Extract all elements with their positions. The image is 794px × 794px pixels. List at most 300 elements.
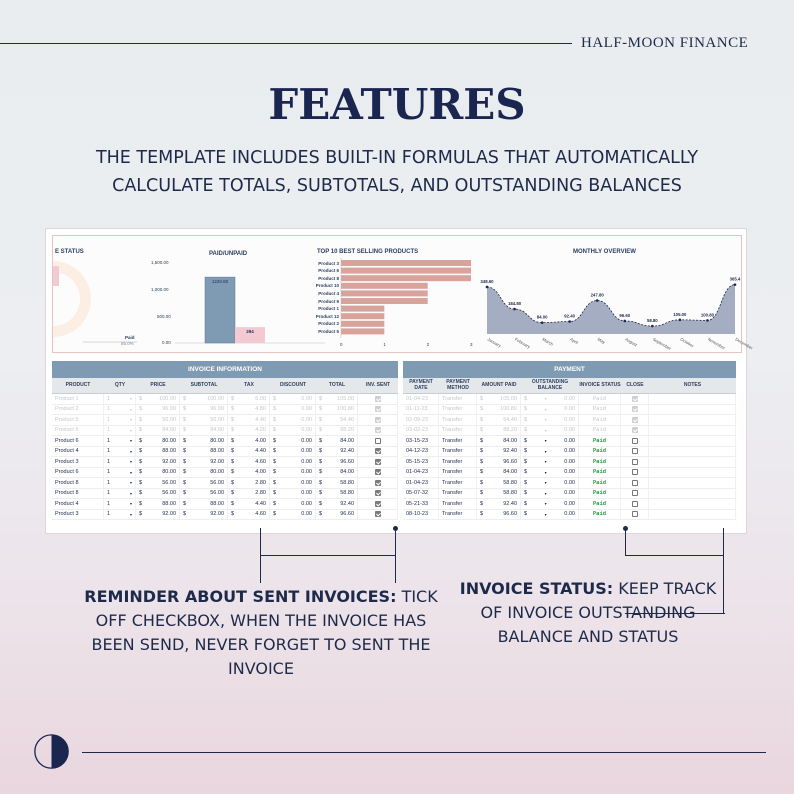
- amount-value: 0.00: [301, 500, 312, 507]
- amount-value: 88.00: [162, 448, 176, 455]
- payment-cell-balance: [521, 426, 579, 436]
- amount-value: 84.00: [210, 427, 224, 434]
- invoice-cell-discount: [270, 405, 316, 415]
- invoice-cell-qty: [104, 436, 136, 446]
- inv-sent-checkbox-icon[interactable]: [375, 511, 381, 517]
- currency-symbol: $: [480, 437, 484, 444]
- qty-dropdown-icon[interactable]: ▾: [129, 480, 132, 486]
- top10-product-label: Product 4: [318, 290, 339, 296]
- invoice-cell-product: Product 3: [52, 510, 104, 520]
- payment-cell-status: Paid: [579, 468, 621, 478]
- qty-value: 1: [107, 406, 111, 413]
- payment-cell-balance: [521, 415, 579, 425]
- payment-cell-notes: [649, 510, 736, 520]
- payment-row: [403, 457, 736, 468]
- payment-cell-method: Transfer: [439, 478, 477, 488]
- invoice-cell-total: [316, 447, 358, 457]
- payment-row: [403, 394, 736, 405]
- currency-symbol: $: [524, 511, 528, 518]
- invoice-cell-sent: [358, 468, 398, 478]
- invoice-cell-tax: [228, 457, 270, 467]
- payment-cell-date: 03-15-23: [403, 436, 439, 446]
- invoice-cell-sent: [358, 394, 398, 404]
- currency-symbol: $: [480, 511, 484, 518]
- qty-value: 1: [107, 469, 111, 476]
- monthly-value-label: 365.4: [729, 276, 741, 282]
- invoice-cell-sent: [358, 436, 398, 446]
- reminder-callout-title: REMINDER ABOUT SENT INVOICES:: [84, 587, 397, 606]
- amount-value: 105.00: [337, 395, 354, 402]
- col-outstanding-balance: OUTSTANDING BALANCE: [531, 379, 569, 391]
- close-checkbox-icon[interactable]: [632, 480, 638, 486]
- inv-sent-checkbox-icon[interactable]: [375, 490, 381, 496]
- monthly-month-label: February: [514, 336, 532, 350]
- amount-value: 0.00: [301, 395, 312, 402]
- currency-symbol: $: [319, 458, 323, 465]
- currency-symbol: $: [273, 406, 277, 413]
- close-checkbox-icon[interactable]: [632, 448, 638, 454]
- currency-symbol: $: [524, 437, 528, 444]
- payment-cell-notes: [649, 499, 736, 509]
- amount-value: 84.00: [503, 469, 517, 476]
- amount-value: 96.60: [503, 511, 517, 518]
- donut-paid-label: Paid: [125, 335, 135, 340]
- paid-unpaid-tick-2: 500.00: [157, 314, 171, 319]
- invoice-cell-product: Product 1: [52, 394, 104, 404]
- payment-cell-amount: [477, 447, 521, 457]
- amount-value: 0.00: [564, 448, 575, 455]
- amount-value: 0.00: [564, 479, 575, 486]
- qty-dropdown-icon[interactable]: ▾: [129, 459, 132, 465]
- balance-dropdown-icon[interactable]: ▾: [544, 406, 547, 412]
- payment-cell-method: Transfer: [439, 426, 477, 436]
- invoice-cell-subtotal: [180, 436, 228, 446]
- payment-cell-amount: [477, 510, 521, 520]
- monthly-value-label: 348.60: [480, 278, 494, 284]
- invoice-cell-price: [136, 415, 180, 425]
- amount-value: 96.00: [162, 406, 176, 413]
- invoice-row: [52, 405, 398, 416]
- invoice-cell-tax: [228, 447, 270, 457]
- amount-value: 5.00: [255, 395, 266, 402]
- payment-cell-notes: [649, 405, 736, 415]
- currency-symbol: $: [273, 511, 277, 518]
- balance-dropdown-icon[interactable]: ▾: [544, 490, 547, 496]
- invoice-cell-subtotal: [180, 478, 228, 488]
- spreadsheet-preview: [45, 228, 754, 534]
- amount-value: 84.00: [162, 427, 176, 434]
- invoice-cell-subtotal: [180, 394, 228, 404]
- invoice-cell-total: [316, 489, 358, 499]
- invoice-cell-product: Product 8: [52, 478, 104, 488]
- invoice-cell-product: Product 4: [52, 499, 104, 509]
- invoice-cell-price: [136, 436, 180, 446]
- currency-symbol: $: [524, 490, 528, 497]
- currency-symbol: $: [524, 416, 528, 423]
- qty-dropdown-icon[interactable]: ▾: [129, 469, 132, 475]
- monthly-month-label: April: [569, 336, 579, 346]
- qty-dropdown-icon[interactable]: ▾: [129, 406, 132, 412]
- invoice-cell-qty: [104, 405, 136, 415]
- close-checkbox-icon[interactable]: [632, 469, 638, 475]
- balance-dropdown-icon[interactable]: ▾: [544, 501, 547, 507]
- qty-dropdown-icon[interactable]: ▾: [129, 396, 132, 402]
- close-checkbox-icon[interactable]: [632, 490, 638, 496]
- col-price: PRICE: [150, 381, 166, 388]
- invoice-cell-sent: [358, 510, 398, 520]
- monthly-point: [541, 321, 544, 324]
- payment-cell-close: [621, 468, 649, 478]
- invoice-cell-qty: [104, 499, 136, 509]
- invoice-cell-discount: [270, 510, 316, 520]
- amount-value: 0.00: [301, 437, 312, 444]
- currency-symbol: $: [139, 416, 143, 423]
- currency-symbol: $: [273, 469, 277, 476]
- payment-row: [403, 489, 736, 500]
- invoice-cell-qty: [104, 489, 136, 499]
- close-checkbox-icon[interactable]: [632, 459, 638, 465]
- inv-sent-checkbox-icon[interactable]: [375, 417, 381, 423]
- payment-cell-balance: [521, 394, 579, 404]
- amount-value: 4.00: [255, 437, 266, 444]
- payment-cell-notes: [649, 415, 736, 425]
- invoice-row: [52, 394, 398, 405]
- amount-value: 92.40: [503, 448, 517, 455]
- invoice-cell-qty: [104, 457, 136, 467]
- payment-cell-method: Transfer: [439, 499, 477, 509]
- amount-value: 54.40: [340, 416, 354, 423]
- amount-value: 0.00: [301, 448, 312, 455]
- status-connector-left: [625, 528, 626, 555]
- payment-cell-close: [621, 447, 649, 457]
- invoice-table: [52, 361, 398, 531]
- subtitle-line-1: THE TEMPLATE INCLUDES BUILT-IN FORMULAS THAT AUTOMATICALLY: [95, 148, 699, 168]
- monthly-point: [706, 319, 709, 322]
- close-checkbox-icon[interactable]: [632, 501, 638, 507]
- currency-symbol: $: [183, 406, 187, 413]
- amount-value: 105.00: [500, 395, 517, 402]
- payment-cell-balance: [521, 436, 579, 446]
- currency-symbol: $: [273, 490, 277, 497]
- currency-symbol: $: [524, 395, 528, 402]
- top10-bar: [341, 268, 471, 274]
- payment-cell-date: 01-04-23: [403, 478, 439, 488]
- top10-product-label: Product 12: [315, 313, 339, 319]
- qty-dropdown-icon[interactable]: ▾: [129, 427, 132, 433]
- currency-symbol: $: [273, 437, 277, 444]
- qty-dropdown-icon[interactable]: ▾: [129, 490, 132, 496]
- invoice-row: [52, 478, 398, 489]
- balance-dropdown-icon[interactable]: ▾: [544, 459, 547, 465]
- amount-value: 88.20: [503, 427, 517, 434]
- payment-rows: [403, 394, 736, 520]
- currency-symbol: $: [139, 427, 143, 434]
- balance-dropdown-icon[interactable]: ▾: [544, 511, 547, 517]
- reminder-connector-mid: [260, 555, 396, 556]
- top10-product-label: Product 10: [315, 283, 339, 289]
- payment-row: [403, 478, 736, 489]
- currency-symbol: $: [139, 500, 143, 507]
- close-checkbox-icon[interactable]: [632, 396, 638, 402]
- payment-cell-amount: [477, 426, 521, 436]
- invoice-cell-subtotal: [180, 415, 228, 425]
- invoice-cell-sent: [358, 447, 398, 457]
- monthly-point: [679, 319, 682, 322]
- currency-symbol: $: [183, 479, 187, 486]
- monthly-month-label: January: [486, 336, 502, 349]
- currency-symbol: $: [480, 427, 484, 434]
- top10-bar: [341, 321, 384, 327]
- payment-cell-method: Transfer: [439, 436, 477, 446]
- col-close: CLOSE: [626, 381, 644, 388]
- invoice-cell-product: Product 6: [52, 468, 104, 478]
- top10-product-label: Product 6: [318, 268, 339, 274]
- paid-unpaid-title: PAID/UNPAID: [209, 251, 248, 257]
- payment-cell-amount: [477, 405, 521, 415]
- inv-sent-checkbox-icon[interactable]: [375, 438, 381, 444]
- status-callout-text: KEEP TRACK OF INVOICE OUTSTANDING BALANCE AND STATUS: [480, 579, 717, 646]
- payment-cell-balance: [521, 499, 579, 509]
- top10-product-label: Product 3: [318, 260, 339, 266]
- balance-dropdown-icon[interactable]: ▾: [544, 480, 547, 486]
- qty-dropdown-icon[interactable]: ▾: [129, 511, 132, 517]
- donut-unpaid-slice: [53, 266, 59, 286]
- monthly-value-label: 100.80: [700, 312, 715, 318]
- top10-product-label: Product 8: [318, 275, 339, 281]
- invoice-row: [52, 510, 398, 521]
- top10-product-label: Product 9: [318, 298, 339, 304]
- amount-value: 92.40: [340, 448, 354, 455]
- invoice-cell-subtotal: [180, 447, 228, 457]
- payment-table: [403, 361, 736, 531]
- payment-row: [403, 415, 736, 426]
- payment-cell-date: 08-10-23: [403, 510, 439, 520]
- top-divider: [0, 43, 572, 44]
- invoice-cell-discount: [270, 478, 316, 488]
- col-amount-paid: AMOUNT PAID: [481, 381, 517, 388]
- payment-cell-notes: [649, 468, 736, 478]
- top10-bar: [341, 260, 471, 266]
- monthly-point: [734, 283, 737, 286]
- col-total: TOTAL: [328, 381, 346, 388]
- invoice-cell-sent: [358, 415, 398, 425]
- amount-value: 0.00: [301, 427, 312, 434]
- invoice-cell-qty: [104, 447, 136, 457]
- amount-value: 58.80: [503, 490, 517, 497]
- close-checkbox-icon[interactable]: [632, 427, 638, 433]
- close-checkbox-icon[interactable]: [632, 511, 638, 517]
- currency-symbol: $: [524, 448, 528, 455]
- invoice-cell-sent: [358, 405, 398, 415]
- currency-symbol: $: [231, 479, 235, 486]
- currency-symbol: $: [183, 511, 187, 518]
- amount-value: 0.00: [301, 469, 312, 476]
- brand-name: HALF-MOON FINANCE: [581, 35, 749, 51]
- payment-cell-method: Transfer: [439, 510, 477, 520]
- status-chart-title: E STATUS: [55, 249, 84, 255]
- currency-symbol: $: [273, 458, 277, 465]
- monthly-month-label: November: [706, 336, 727, 351]
- qty-dropdown-icon[interactable]: ▾: [129, 417, 132, 423]
- amount-value: 100.80: [337, 406, 354, 413]
- monthly-value-label: 247.80: [590, 292, 604, 298]
- invoice-cell-sent: [358, 489, 398, 499]
- currency-symbol: $: [524, 406, 528, 413]
- invoice-table-header: INVOICE INFORMATION: [52, 361, 398, 378]
- monthly-chart: [480, 258, 754, 352]
- amount-value: 84.00: [503, 437, 517, 444]
- currency-symbol: $: [183, 500, 187, 507]
- payment-cell-close: [621, 436, 649, 446]
- payment-cell-notes: [649, 447, 736, 457]
- invoice-cell-total: [316, 394, 358, 404]
- donut-paid-pct: 85.0%: [121, 341, 134, 346]
- amount-value: 0.00: [564, 490, 575, 497]
- currency-symbol: $: [319, 490, 323, 497]
- payment-cell-amount: [477, 489, 521, 499]
- top10-x-tick: 1: [383, 342, 386, 347]
- inv-sent-checkbox-icon[interactable]: [375, 406, 381, 412]
- currency-symbol: $: [273, 448, 277, 455]
- invoice-row: [52, 499, 398, 510]
- amount-value: 4.20: [255, 427, 266, 434]
- amount-value: 0.00: [301, 416, 312, 423]
- currency-symbol: $: [319, 406, 323, 413]
- amount-value: 56.00: [162, 479, 176, 486]
- balance-dropdown-icon[interactable]: ▾: [544, 417, 547, 423]
- invoice-cell-total: [316, 457, 358, 467]
- invoice-cell-tax: [228, 489, 270, 499]
- balance-dropdown-icon[interactable]: ▾: [544, 448, 547, 454]
- amount-value: 4.40: [255, 416, 266, 423]
- payment-cell-method: Transfer: [439, 405, 477, 415]
- top10-bar: [341, 275, 471, 281]
- invoice-cell-product: Product 3: [52, 457, 104, 467]
- payment-cell-date: 05-21-33: [403, 499, 439, 509]
- currency-symbol: $: [231, 395, 235, 402]
- bar-unpaid-label: 294: [246, 329, 254, 335]
- currency-symbol: $: [231, 469, 235, 476]
- qty-dropdown-icon[interactable]: ▾: [129, 448, 132, 454]
- amount-value: 4.40: [255, 448, 266, 455]
- payment-cell-amount: [477, 415, 521, 425]
- invoice-cell-total: [316, 436, 358, 446]
- amount-value: 88.00: [162, 500, 176, 507]
- qty-value: 1: [107, 448, 111, 455]
- currency-symbol: $: [524, 427, 528, 434]
- invoice-cell-discount: [270, 499, 316, 509]
- invoice-cell-tax: [228, 510, 270, 520]
- balance-dropdown-icon[interactable]: ▾: [544, 427, 547, 433]
- payment-cell-close: [621, 426, 649, 436]
- qty-value: 1: [107, 490, 111, 497]
- invoice-cell-price: [136, 468, 180, 478]
- top10-x-tick: 3: [470, 342, 473, 347]
- payment-cell-status: Paid: [579, 447, 621, 457]
- currency-symbol: $: [231, 448, 235, 455]
- currency-symbol: $: [524, 500, 528, 507]
- invoice-cell-tax: [228, 394, 270, 404]
- top10-product-label: Product 2: [318, 321, 339, 327]
- amount-value: 0.00: [564, 416, 575, 423]
- inv-sent-checkbox-icon[interactable]: [375, 501, 381, 507]
- payment-cell-close: [621, 415, 649, 425]
- invoice-rows: [52, 394, 398, 520]
- invoice-cell-total: [316, 415, 358, 425]
- qty-dropdown-icon[interactable]: ▾: [129, 438, 132, 444]
- currency-symbol: $: [319, 469, 323, 476]
- inv-sent-checkbox-icon[interactable]: [375, 480, 381, 486]
- monthly-value-label: 84.00: [536, 314, 548, 320]
- amount-value: 0.00: [301, 406, 312, 413]
- inv-sent-checkbox-icon[interactable]: [375, 427, 381, 433]
- balance-dropdown-icon[interactable]: ▾: [544, 469, 547, 475]
- amount-value: 58.80: [503, 479, 517, 486]
- col-product: PRODUCT: [65, 381, 91, 388]
- invoice-cell-total: [316, 510, 358, 520]
- payment-cell-close: [621, 499, 649, 509]
- invoice-cell-tax: [228, 478, 270, 488]
- payment-cell-date: 01-04-23: [403, 468, 439, 478]
- monthly-point: [651, 325, 654, 328]
- monthly-month-label: December: [734, 336, 754, 351]
- inv-sent-checkbox-icon[interactable]: [375, 459, 381, 465]
- payment-cell-close: [621, 457, 649, 467]
- currency-symbol: $: [273, 416, 277, 423]
- qty-value: 1: [107, 427, 111, 434]
- balance-dropdown-icon[interactable]: ▾: [544, 396, 547, 402]
- inv-sent-checkbox-icon[interactable]: [375, 469, 381, 475]
- top10-x-tick: 2: [426, 342, 430, 347]
- currency-symbol: $: [183, 490, 187, 497]
- amount-value: 88.00: [210, 500, 224, 507]
- monthly-area: [487, 285, 735, 334]
- currency-symbol: $: [319, 416, 323, 423]
- monthly-point: [486, 286, 489, 289]
- invoice-cell-discount: [270, 447, 316, 457]
- payment-cell-amount: [477, 394, 521, 404]
- invoice-cell-sent: [358, 478, 398, 488]
- close-checkbox-icon[interactable]: [632, 417, 638, 423]
- payment-cell-notes: [649, 436, 736, 446]
- monthly-value-label: 58.80: [646, 318, 658, 324]
- payment-cell-status: Paid: [579, 457, 621, 467]
- monthly-value-label: 96.60: [619, 312, 631, 318]
- amount-value: 92.40: [503, 500, 517, 507]
- inv-sent-checkbox-icon[interactable]: [375, 448, 381, 454]
- invoice-cell-qty: [104, 394, 136, 404]
- invoice-row: [52, 489, 398, 500]
- payment-cell-date: 05-07-32: [403, 489, 439, 499]
- invoice-cell-tax: [228, 468, 270, 478]
- amount-value: 2.80: [255, 479, 266, 486]
- invoice-cell-product: Product 2: [52, 405, 104, 415]
- amount-value: 0.00: [564, 395, 575, 402]
- page-subtitle: [40, 144, 754, 200]
- invoice-cell-tax: [228, 415, 270, 425]
- close-checkbox-icon[interactable]: [632, 438, 638, 444]
- amount-value: 0.00: [301, 458, 312, 465]
- balance-dropdown-icon[interactable]: ▾: [544, 438, 547, 444]
- tables-area: [52, 361, 742, 531]
- currency-symbol: $: [480, 395, 484, 402]
- invoice-cell-total: [316, 405, 358, 415]
- close-checkbox-icon[interactable]: [632, 406, 638, 412]
- qty-dropdown-icon[interactable]: ▾: [129, 501, 132, 507]
- inv-sent-checkbox-icon[interactable]: [375, 396, 381, 402]
- payment-cell-date: 01-04-23: [403, 394, 439, 404]
- payment-cell-status: Paid: [579, 510, 621, 520]
